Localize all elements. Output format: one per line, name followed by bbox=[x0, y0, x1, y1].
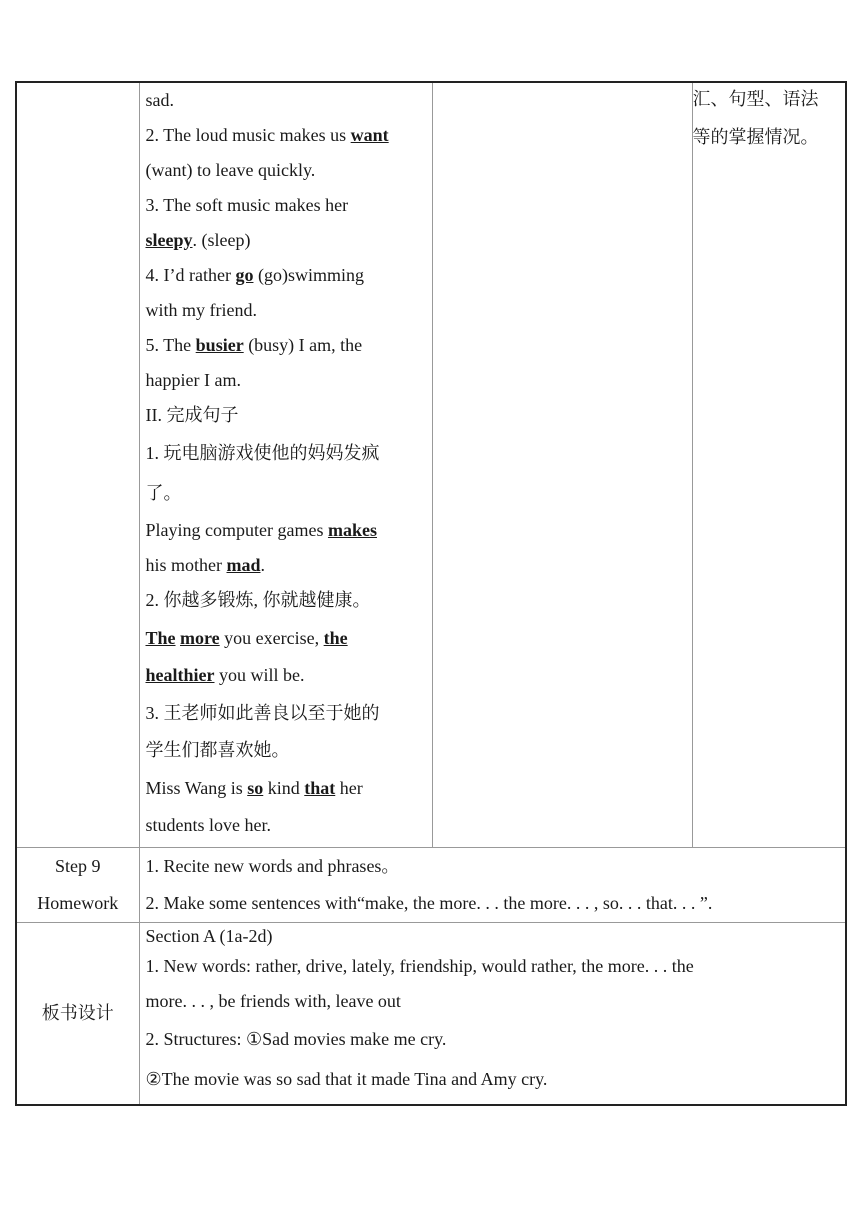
board-content-cell bbox=[139, 923, 846, 1106]
question-2: 2. The loud music makes us want bbox=[145, 125, 389, 145]
board-label: 板书设计 bbox=[41, 1003, 114, 1024]
notes-cell bbox=[692, 82, 846, 848]
notes-line-1: 汇、句型、语法 bbox=[692, 89, 819, 110]
board-label-cell bbox=[16, 923, 139, 1106]
answer-busier: busier bbox=[195, 335, 244, 355]
answer-want: want bbox=[350, 125, 389, 145]
question-4-cont: with my friend. bbox=[145, 300, 257, 320]
homework-row bbox=[16, 848, 846, 923]
question-3: 3. The soft music makes her bbox=[145, 195, 349, 215]
board-section: Section A (1a-2d) bbox=[145, 926, 273, 946]
answer-the-1: The bbox=[145, 628, 176, 648]
activity-cell bbox=[432, 82, 692, 848]
section-2-title: II. 完成句子 bbox=[145, 405, 239, 425]
question-2-cont: (want) to leave quickly. bbox=[145, 160, 316, 180]
answer-that: that bbox=[304, 778, 336, 798]
answer-the-2: the bbox=[323, 628, 348, 648]
homework-label: Homework bbox=[37, 893, 119, 913]
sentence-1-cn-cont: 了。 bbox=[145, 483, 182, 503]
sentence-3-en-cont: students love her. bbox=[145, 815, 271, 835]
answer-so: so bbox=[247, 778, 264, 798]
homework-item-2: 2. Make some sentences with“make, the more. . . the more. . . , so. . . that. . . ”. bbox=[145, 893, 713, 913]
answer-healthier: healthier bbox=[145, 665, 215, 685]
lesson-plan-table bbox=[15, 81, 847, 1106]
sentence-1-cn: 1. 玩电脑游戏使他的妈妈发疯 bbox=[145, 443, 380, 463]
sentence-1-en-cont: his mother mad. bbox=[145, 555, 266, 575]
exercise-row bbox=[16, 82, 846, 848]
homework-content-cell bbox=[139, 848, 846, 923]
question-4: 4. I’d rather go (go)swimming bbox=[145, 265, 364, 285]
homework-item-1: 1. Recite new words and phrases。 bbox=[145, 856, 400, 876]
sentence-3-en: Miss Wang is so kind that her bbox=[145, 778, 363, 798]
board-words-2: more. . . , be friends with, leave out bbox=[145, 991, 401, 1011]
sentence-3-cn-cont: 学生们都喜欢她。 bbox=[145, 740, 290, 760]
sentence-2-en: The more you exercise, the bbox=[145, 628, 348, 648]
answer-go: go bbox=[235, 265, 254, 285]
question-3-cont: sleepy. (sleep) bbox=[145, 230, 251, 250]
question-5: 5. The busier (busy) I am, the bbox=[145, 335, 363, 355]
sentence-3-cn: 3. 王老师如此善良以至于她的 bbox=[145, 703, 380, 723]
board-words-1: 1. New words: rather, drive, lately, friendship, would rather, the more. . . the bbox=[145, 956, 694, 976]
answer-makes: makes bbox=[327, 520, 377, 540]
question-5-cont: happier I am. bbox=[145, 370, 241, 390]
sentence-1-en: Playing computer games makes bbox=[145, 520, 377, 540]
homework-label-cell bbox=[16, 848, 139, 923]
homework-step: Step 9 bbox=[54, 856, 101, 876]
notes-line-2: 等的掌握情况。 bbox=[692, 127, 819, 148]
sentence-2-en-cont: healthier you will be. bbox=[145, 665, 305, 685]
answer-mad: mad bbox=[226, 555, 261, 575]
board-structure-2: ②The movie was so sad that it made Tina and Amy cry. bbox=[145, 1069, 548, 1089]
sentence-2-cn: 2. 你越多锻炼, 你就越健康。 bbox=[145, 590, 371, 610]
exercise-line-sad: sad. bbox=[145, 90, 174, 110]
exercise-cell bbox=[139, 82, 432, 848]
board-row bbox=[16, 923, 846, 1106]
answer-more: more bbox=[180, 628, 220, 648]
board-structure-1: 2. Structures: ①Sad movies make me cry. bbox=[145, 1029, 447, 1049]
answer-sleepy: sleepy bbox=[145, 230, 193, 250]
step-label-cell bbox=[16, 82, 139, 848]
